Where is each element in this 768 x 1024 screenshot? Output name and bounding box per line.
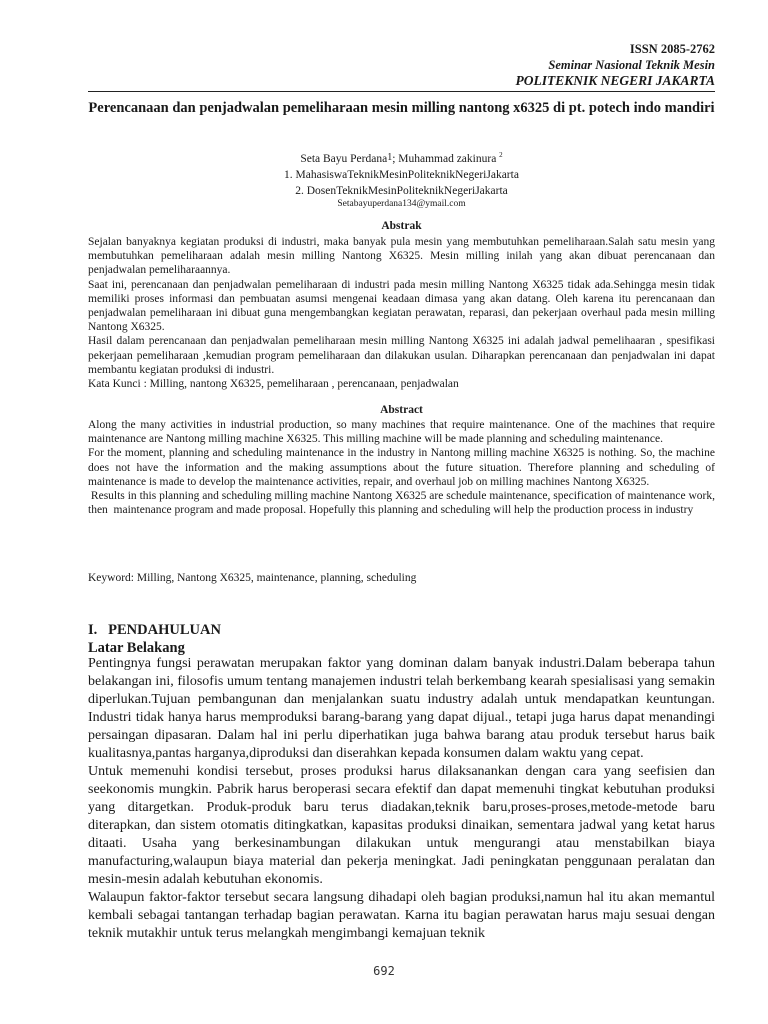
abstrak-paragraph: Hasil dalam perencanaan dan penjadwalan pemeliharaan mesin milling Nantong X6325 ini adalah jadwal pemelihaaran , spesifikasi pekerjaan pemeliharaan ,kemudian program pemeliharaan dan dilakukan usulan. Diharapkan perencanaan dan penjadwalan ini dapat membantu kegiatan produksi di industri. [88, 335, 715, 376]
abstract-paragraph: For the moment, planning and scheduling maintenance in the industry in Nantong milling machine X6325 is nothing. So, the machine does not have the information and the making assumptions about the future situation. Therefore planning and scheduling of maintenance is made to develop the maintenance activities, repair, and overhaul job on milling machines Nantong X6325. [88, 447, 715, 488]
affiliation-1: 1. MahasiswaTeknikMesinPoliteknikNegeriJakarta [284, 168, 519, 181]
section-subtitle: Latar Belakang [88, 640, 185, 656]
abstract-paragraph: Along the many activities in industrial production, so many machines that require maintenance. One of the machines that require maintenance are Nantong milling machine X6325. This milling machine will be made planning and scheduling maintenance. [88, 419, 715, 446]
author-2-mark: 2 [499, 151, 503, 159]
author-names [88, 147, 715, 167]
section-body [88, 655, 715, 943]
abstrak-paragraph: Sejalan banyaknya kegiatan produksi di industri, maka banyak pula mesin yang membutuhkan pemeliharaan.Salah satu mesin yang membutuhkan pemeliharaan adalah mesin milling Nantong X6325. Mesin milling inilah yang akan dibuat perencanaan dan penjadwalan pemeliharaannya. [88, 236, 715, 277]
journal-header [515, 41, 715, 89]
seminar-name: Seminar Nasional Teknik Mesin [548, 58, 715, 72]
author-1-mark: 1 [387, 151, 393, 163]
section-heading [88, 621, 221, 657]
issn: ISSN 2085-2762 [629, 42, 715, 56]
abstract-body [88, 418, 718, 517]
header-rule [88, 91, 715, 92]
abstrak-body [88, 235, 715, 391]
body-paragraph: Walaupun faktor-faktor tersebut secara langsung dihadapi oleh bagian produksi,namun hal itu akan memantul kembali sebagai tantangan terhadap bagian perawatan. Karna itu bagian perawatan harus maju sesuai dengan teknik mutakhir untuk terus melangkah mengimbangi kemajuan teknik [88, 890, 715, 941]
section-title: I. PENDAHULUAN [88, 622, 221, 638]
institution-name: POLITEKNIK NEGERI JAKARTA [515, 73, 715, 88]
abstrak-keywords: Kata Kunci : Milling, nantong X6325, pemeliharaan , perencanaan, penjadwalan [88, 378, 459, 391]
abstract-keywords: Keyword: Milling, Nantong X6325, maintenance, planning, scheduling [88, 572, 417, 584]
affiliation-2: 2. DosenTeknikMesinPoliteknikNegeriJakarta [295, 184, 508, 197]
abstract-paragraph: Results in this planning and scheduling milling machine Nantong X6325 are schedule maintenance, specification of maintenance work, then maintenance program and made proposal. Hopefully this planning and scheduling will help the production process in industry [88, 490, 718, 517]
page-number: 692 [373, 964, 395, 978]
body-paragraph: Pentingnya fungsi perawatan merupakan faktor yang dominan dalam banyak industri.Dalam beberapa tahun belakangan ini, filosofis umum tentang manajemen industri telah berkembang kearah spesialisasi yang semakin diperlukan.Tujuan pembangunan dan menjalankan suatu industry adalah untuk mendapatkan keuntungan. Industri tidak hanya harus memproduksi barang-barang yang dapat dijual., tetapi juga harus dapat menandingi persaingan dipasaran. Dalam hal ini perlu diperhatikan juga bahwa barang atau produk tersebut harus baik kualitasnya,pantas harganya,diproduksi dan diserahkan kepada konsumen dalam waktu yang cepat. [88, 656, 715, 761]
body-paragraph: Untuk memenuhi kondisi tersebut, proses produksi harus dilaksanankan dengan cara yang seefisien dan seekonomis mungkin. Pabrik harus beroperasi secara efektif dan dapat memenuhi tingkat kebutuhan produksi yang ditargetkan. Produk-produk baru terus diadakan,teknik baru,proses-proses,metode-metode baru diterapkan, dan sistem otomatis ditingkatkan, kapasitas produksi dinaikan, sementara jadwal yang ketat harus ditaati. Usaha yang berkesinambungan dilakukan untuk mengurangi atau menstabilkan biaya manufacturing,walaupun biaya material dan pekerja meningkat. Jadi peningkatan penggunaan peralatan dan mesin-mesin adalah kebutuhan ekonomis. [88, 764, 715, 887]
author-email: Setabayuperdana134@ymail.com [337, 198, 466, 209]
author-block [88, 147, 715, 210]
abstrak-heading: Abstrak [381, 220, 422, 232]
author-1: Seta Bayu Perdana [300, 152, 388, 165]
abstrak-paragraph: Saat ini, perencanaan dan penjadwalan pemeliharaan di industri pada mesin milling Nantong X6325 tidak ada.Sehingga mesin tidak memiliki proses informasi dan pembuatan asumsi mengenai keadaan dimasa yang akan datang. Oleh karena itu perencanaan dan penjadwalan pemeliharaan ini dibuat guna mengembangkan kegiatan perawatan, reparasi, dan pekerjaan overhaul pada mesin milling Nantong X6325. [88, 278, 715, 334]
author-separator: ; Muhammad zakinura [392, 152, 500, 165]
paper-title: Perencanaan dan penjadwalan pemeliharaan mesin milling nantong x6325 di pt. potech indo mandiri [88, 100, 715, 116]
abstract-heading: Abstract [380, 404, 423, 416]
